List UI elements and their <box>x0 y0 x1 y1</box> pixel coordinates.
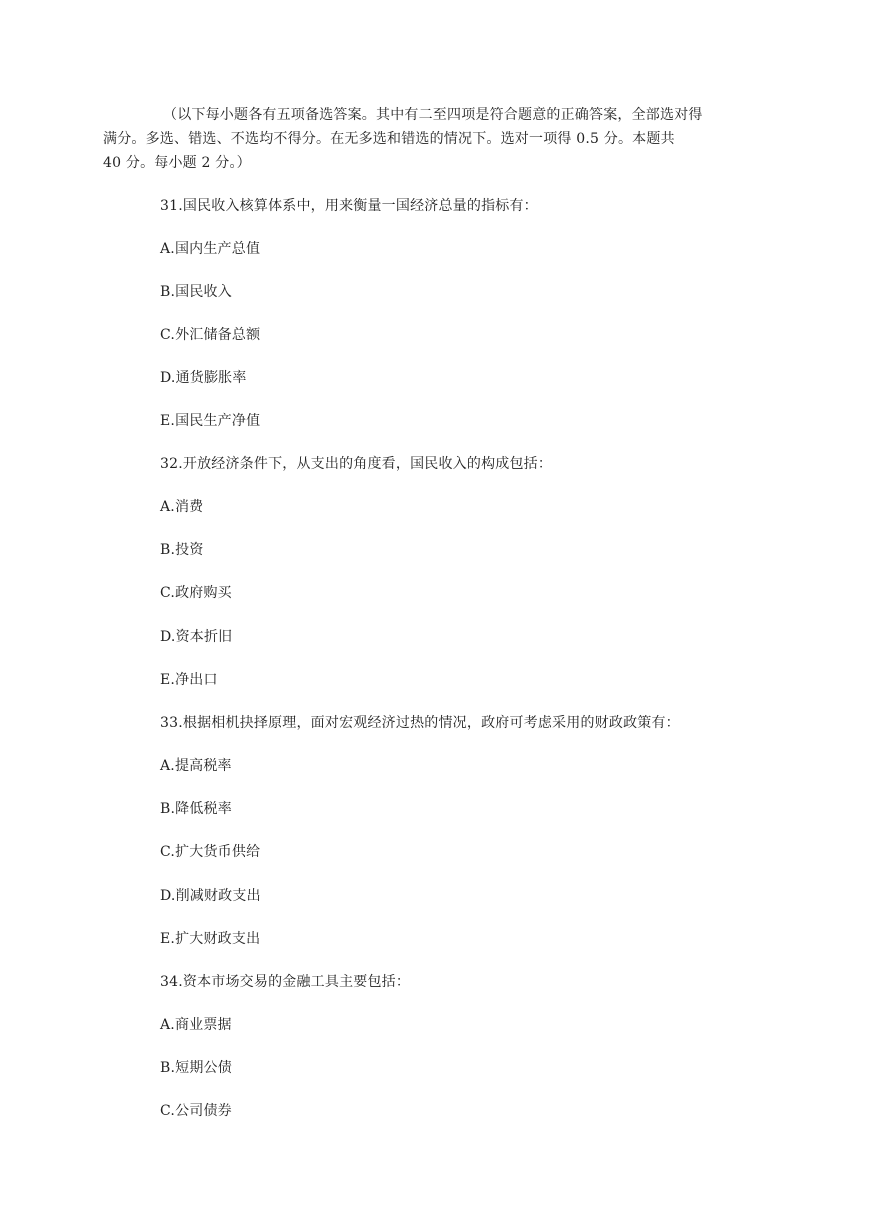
instructions-line-2: 满分。多选、错选、不选均不得分。在无多选和错选的情况下。选对一项得 0.5 分。本题共 <box>103 131 675 147</box>
question-33-option-d: D.削减财政支出 <box>160 888 261 904</box>
question-31-option-b: B.国民收入 <box>160 284 232 300</box>
question-34-option-b: B.短期公债 <box>160 1060 232 1076</box>
question-31-option-a: A.国内生产总值 <box>160 241 261 257</box>
question-32-stem: 32.开放经济条件下，从支出的角度看，国民收入的构成包括： <box>160 456 553 472</box>
question-33-option-a: A.提高税率 <box>160 758 232 774</box>
question-32-option-e: E.净出口 <box>160 672 218 688</box>
question-31-option-e: E.国民生产净值 <box>160 413 261 429</box>
question-31-option-c: C.外汇储备总额 <box>160 327 261 343</box>
question-34-option-c: C.公司债券 <box>160 1103 232 1119</box>
instructions-line-3: 40 分。每小题 2 分。） <box>103 155 251 171</box>
question-33-option-b: B.降低税率 <box>160 801 232 817</box>
question-34-stem: 34.资本市场交易的金融工具主要包括： <box>160 974 411 990</box>
question-32-option-c: C.政府购买 <box>160 585 232 601</box>
question-32-option-a: A.消费 <box>160 499 204 515</box>
instructions-line-1: （以下每小题各有五项备选答案。其中有二至四项是符合题意的正确答案，全部选对得 <box>163 107 703 123</box>
question-32-option-d: D.资本折旧 <box>160 629 233 645</box>
question-33-option-e: E.扩大财政支出 <box>160 931 261 947</box>
question-31-stem: 31.国民收入核算体系中，用来衡量一国经济总量的指标有： <box>160 198 538 214</box>
instructions-paragraph <box>103 103 745 175</box>
question-33-option-c: C.扩大货币供给 <box>160 844 261 860</box>
question-32-option-b: B.投资 <box>160 542 204 558</box>
question-31-option-d: D.通货膨胀率 <box>160 370 247 386</box>
question-33-stem: 33.根据相机抉择原理，面对宏观经济过热的情况，政府可考虑采用的财政政策有： <box>160 715 680 731</box>
question-34-option-a: A.商业票据 <box>160 1017 232 1033</box>
